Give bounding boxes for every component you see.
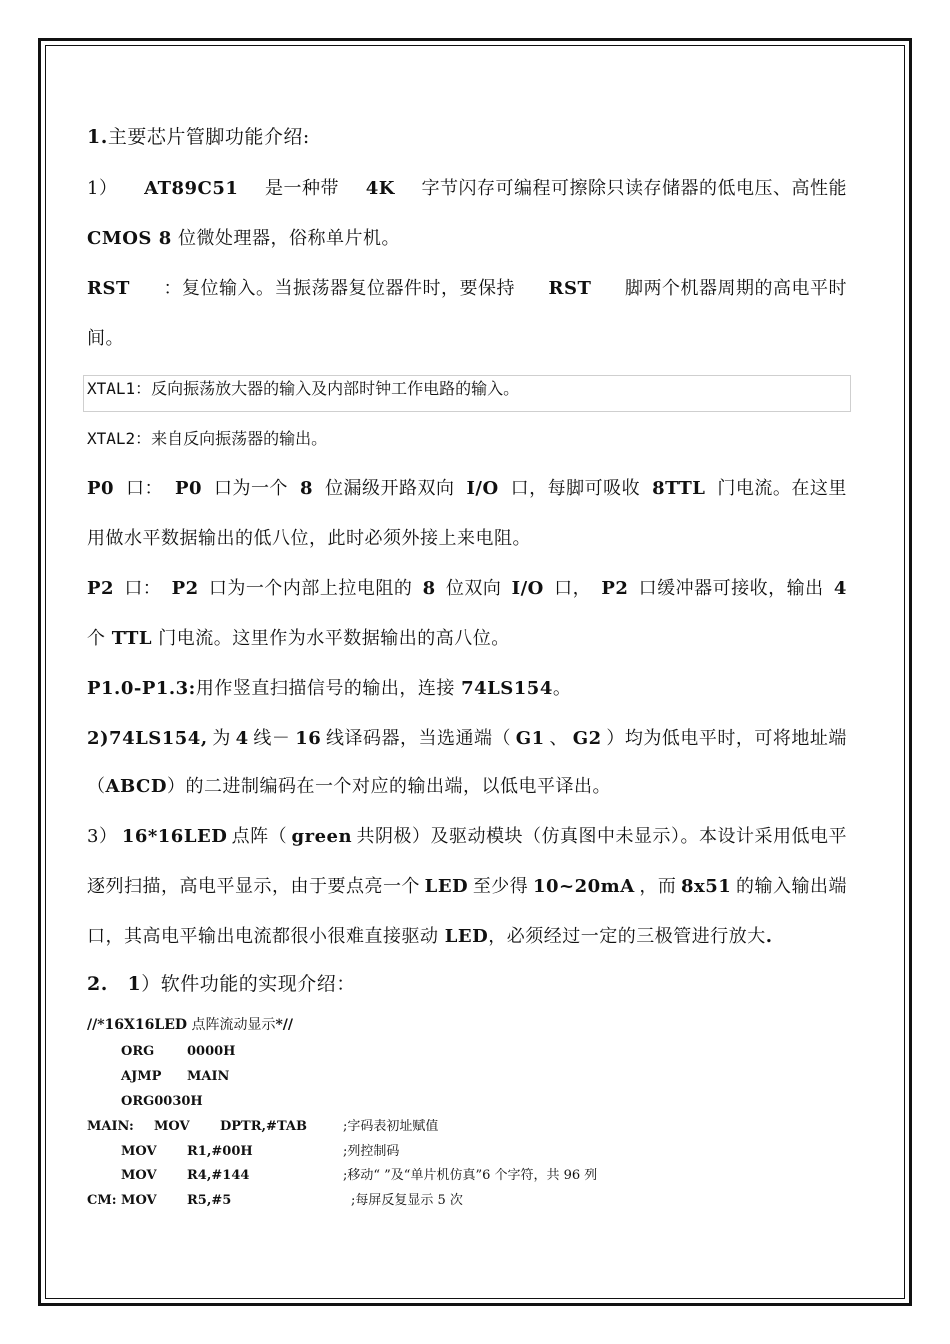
code-arg: MAIN: [187, 1069, 230, 1084]
led-line-3: 口，其高电平输出电流都很小很难直接驱动 LED，必须经过一定的三极管进行放大.: [87, 926, 773, 947]
led-line-1: 3） 16*16LED 点阵（ green 共阴极）及驱动模块（仿真图中未显示）。本设计采用低电平: [87, 826, 847, 847]
at89c51-line-1: 1） AT89C51 是一种带 4K 字节闪存可编程可擦除只读存储器的低电压、高性能: [87, 178, 847, 199]
led-line-2: 逐列扫描，高电平显示，由于要点亮一个 LED 至少得 10~20mA ，而 8x51 的输入输出端: [87, 876, 847, 897]
code-comment: ;每屏反复显示 5 次: [351, 1193, 463, 1208]
code-arg: R4,#144: [187, 1168, 250, 1183]
xtal1-line: XTAL1：反向振荡放大器的输入及内部时钟工作电路的输入。: [87, 379, 520, 398]
code-op: AJMP: [121, 1069, 162, 1084]
code-comment: ;移动“ ”及“单片机仿真”6 个字符，共 96 列: [343, 1168, 598, 1183]
code-arg: DPTR,#TAB: [220, 1119, 307, 1134]
p1x-line: P1.0-P1.3:用作竖直扫描信号的输出，连接 74LS154。: [87, 678, 572, 699]
code-label: CM: MOV: [87, 1193, 157, 1208]
code-op: ORG0030H: [121, 1094, 203, 1109]
p0-line-1: P0 口： P0 口为一个 8 位漏级开路双向 I/O 口，每脚可吸收 8TTL 门电流。在这里: [87, 478, 847, 499]
code-comment: ;列控制码: [343, 1144, 400, 1159]
code-arg: R5,#5: [187, 1193, 232, 1208]
code-arg: 0000H: [187, 1044, 236, 1059]
code-comment: ;字码表初址赋值: [343, 1119, 439, 1134]
rst-line-1: RST ：复位输入。当振荡器复位器件时，要保持 RST 脚两个机器周期的高电平时: [87, 278, 847, 299]
code-arg: R1,#00H: [187, 1144, 253, 1159]
xtal2-line: XTAL2：来自反向振荡器的输出。: [87, 429, 328, 448]
code-label: MAIN:: [87, 1119, 134, 1134]
at89c51-line-2: CMOS 8 位微处理器，俗称单片机。: [87, 228, 400, 249]
p0-line-2: 用做水平数据输出的低八位，此时必须外接上来电阻。: [87, 528, 531, 549]
section-heading-1: 1.主要芯片管脚功能介绍:: [87, 126, 310, 148]
code-op: MOV: [121, 1168, 157, 1183]
code-title: //*16X16LED 点阵流动显示*//: [87, 1017, 294, 1033]
ls154-line-1: 2)74LS154, 为 4 线－ 16 线译码器，当选通端（ G1 、 G2 ）均为低电平时，可将地址端: [87, 728, 847, 749]
code-op: MOV: [154, 1119, 190, 1134]
rst-line-2: 间。: [87, 328, 124, 349]
p2-line-2: 个 TTL 门电流。这里作为水平数据输出的高八位。: [87, 628, 510, 649]
ls154-line-2: （ABCD）的二进制编码在一个对应的输出端，以低电平译出。: [87, 776, 611, 797]
code-op: MOV: [121, 1144, 157, 1159]
p2-line-1: P2 口： P2 口为一个内部上拉电阻的 8 位双向 I/O 口， P2 口缓冲器可接收，输出 4: [87, 578, 847, 599]
code-op: ORG: [121, 1044, 155, 1059]
section-heading-2: 2. 1）软件功能的实现介绍：: [87, 973, 356, 995]
